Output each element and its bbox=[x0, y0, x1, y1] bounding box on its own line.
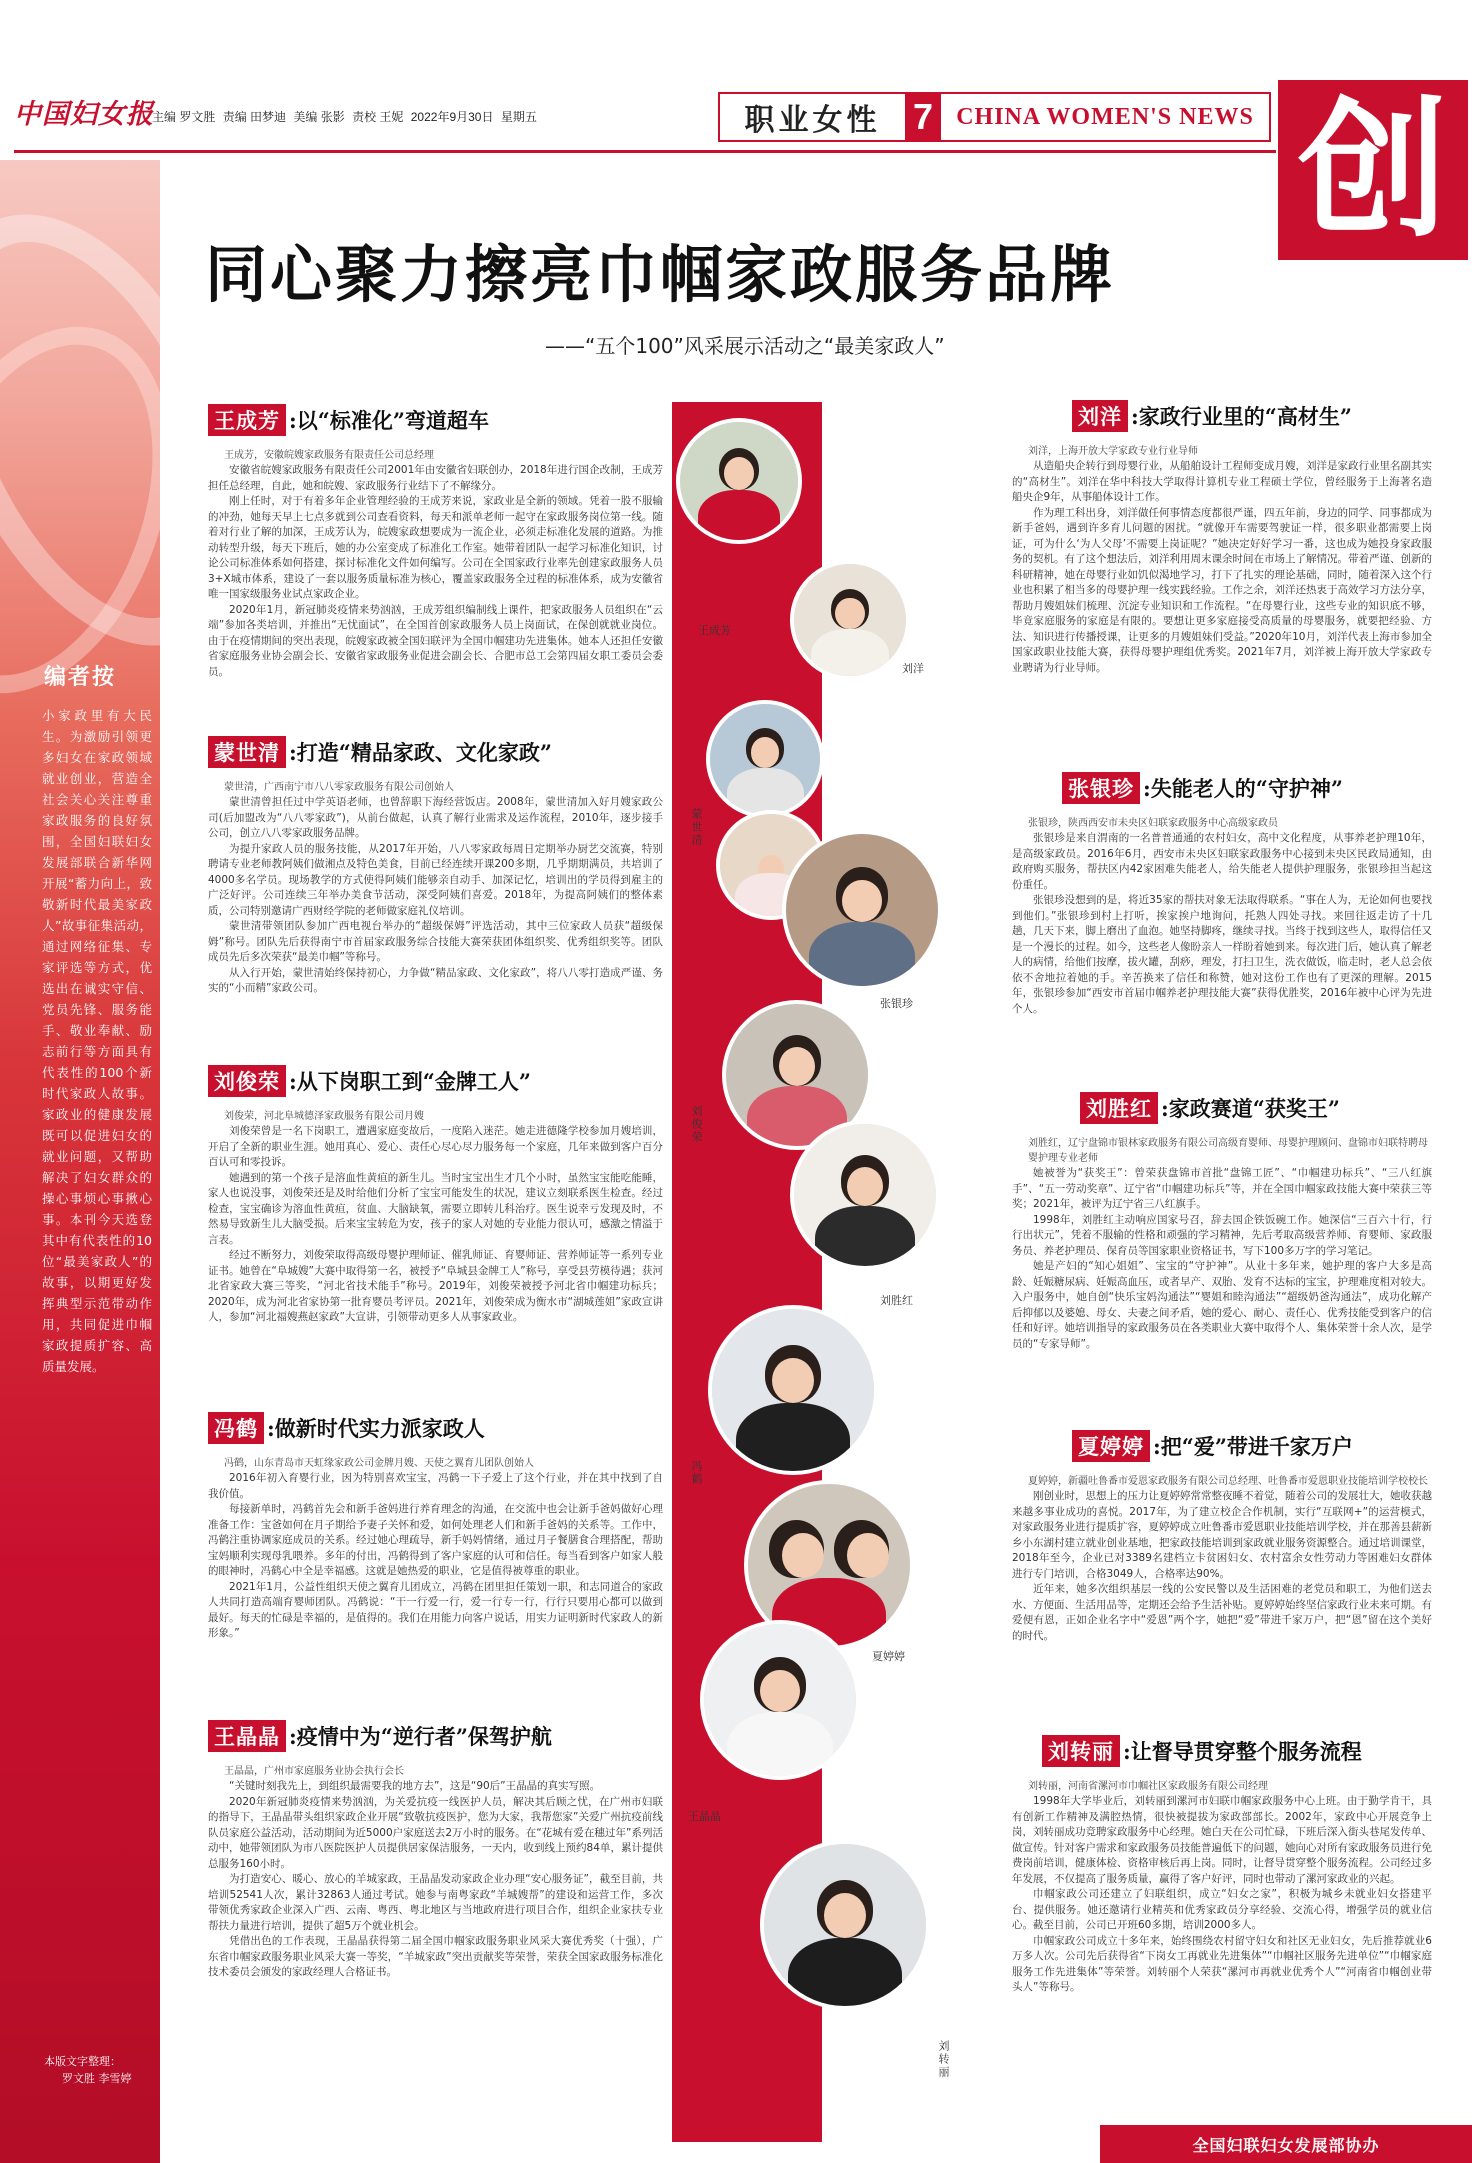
article-body bbox=[208, 1124, 663, 1326]
article-paragraph: 刘俊荣曾是一名下岗职工，遭遇家庭变故后，一度陷入迷茫。她走进德隆学校参加月嫂培训，开启了全新的职业生涯。她用真心、爱心、责任心尽心尽力服务每一个家庭，几年来做到客户百分百认可和零投诉。 bbox=[208, 1125, 663, 1168]
article-headline-text: 家政赛道“获奖王” bbox=[1168, 1096, 1340, 1121]
article-headline-text: 疫情中为“逆行者”保驾护航 bbox=[296, 1724, 552, 1749]
article-headline: 刘俊荣 : 从下岗职工到“金牌工人” bbox=[208, 1065, 663, 1097]
article-headline-text: 做新时代实力派家政人 bbox=[274, 1416, 485, 1441]
staff-editor: 主编 罗文胜 bbox=[152, 110, 216, 124]
article-feng-he bbox=[208, 1412, 663, 1642]
article-headline: 冯鹤 : 做新时代实力派家政人 bbox=[208, 1412, 663, 1444]
article-person-name: 刘俊荣 bbox=[208, 1065, 286, 1097]
staff-responsible-editor: 责编 田梦迪 bbox=[222, 110, 287, 124]
article-person-name: 张银珍 bbox=[1062, 772, 1140, 804]
article-wang-jingjing bbox=[208, 1720, 663, 1981]
photo-caption: 王成芳 bbox=[698, 624, 731, 637]
article-paragraph: 作为理工科出身，刘洋做任何事情态度都很严谨，四五年前，身边的同学、同事都成为新手爸妈，遇到许多育儿问题的困扰。“就像开车需要驾驶证一样，很多职业都需要上岗证，可为什么‘为人父母’不需要上岗证呢？”她决定好好学习一番，这也成为她投身家政服务的契机。有了这个想法后，刘洋利用周末课余时间在市场上了解情况。带着严谨、创新的科研精神，她在母婴行业如饥似渴地学习，打下了扎实的理论基础，同时，随着深入这个行业也积累了相当多的母婴护理一线实践经验。工作之余，刘洋还热衷于高效学习方法分享，帮助月嫂姐妹们梳理、沉淀专业知识和工作流程。“在母婴行业，这些专业的知识底不够，毕竟家庭服务的家庭是有限的。要想让更多家庭接受高质量的母婴服务，就要把经验、方法、知识进行传播授课，让更多的月嫂姐妹们受益。”2020年10月，刘洋代表上海市参加全国家政职业技能大赛，获得母婴护理组优秀奖。2021年7月，刘洋被上海开放大学家政专业聘请为行业导师。 bbox=[1012, 506, 1432, 674]
article-person-name: 冯鹤 bbox=[208, 1412, 264, 1444]
photo-caption: 夏婷婷 bbox=[872, 1650, 905, 1663]
staff-art-editor: 美编 张影 bbox=[293, 110, 345, 124]
article-headline-text: 把“爱”带进千家万户 bbox=[1160, 1434, 1353, 1459]
photo-caption: 王晶晶 bbox=[688, 1810, 721, 1823]
article-paragraph: 从入行开始，蒙世清始终保持初心，力争做“精品家政、文化家政”，将八八零打造成严谨、务实的“小而精”家政公司。 bbox=[208, 966, 663, 994]
photo-caption: 刘胜红 bbox=[880, 1294, 913, 1307]
portrait-photo bbox=[790, 560, 910, 680]
article-paragraph: 为提升家政人员的服务技能，从2017年开始，八八零家政每周日定期举办厨艺交流赛，特别聘请专业老师教阿姨们做湘点及特色美食，目前已经连续开课200多期，几乎期期满员，共培训了4000多名学员。现场教学的方式使得阿姨们能够亲自动手、加深记忆，培训出的学员得到雇主的广泛好评。公司连续三年举办美食节活动，深受阿姨们喜爱。2018年，为提高阿姨们的整体素质，公司特别邀请广西财经学院的老师做家庭礼仪培训。 bbox=[208, 842, 663, 917]
article-byline: 张银珍，陕西西安市未央区妇联家政服务中心高级家政员 bbox=[1028, 818, 1278, 829]
article-paragraph: 她是产妇的“知心姐姐”、宝宝的“守护神”。从业十多年来，她护理的客户大多是高龄、妊娠糖尿病、妊娠高血压，或者早产、双胎、发育不达标的宝宝，护理难度相对较大。入户服务中，她自创“快乐宝妈沟通法”“婴姐和睦沟通法”“超级奶爸沟通法”，成功化解产后抑郁以及婆媳、母女、夫妻之间矛盾，她的爱心、耐心、责任心、优秀技能受到客户的信任和好评。她培训指导的家政服务员在各类职业大赛中取得个人、集体荣誉十余人次，是学员的“专家导师”。 bbox=[1012, 1260, 1432, 1350]
staff-line bbox=[152, 108, 541, 125]
editor-credit bbox=[44, 2053, 154, 2087]
article-body bbox=[1012, 831, 1432, 1017]
article-paragraph: 刚创业时，思想上的压力让夏婷婷常常整夜睡不着觉，随着公司的发展壮大，她收获越来越多事业成功的喜悦。2017年，为了建立校企合作机制，实行“互联网+”的运营模式，对家政服务业进行提质扩容，夏婷婷成立吐鲁番市爱恩职业技能培训学校，并在那善县薪新乡小东湖村建立就业创业基地，把家政技能培训到家政就业服务资源整合。通过培训课堂，2018年至今，企业已对3389名建档立卡贫困妇女、农村富余女性劳动力等困难妇女群体进行专门培训，合格3049人，合格率达90%。 bbox=[1012, 1490, 1432, 1580]
article-headline-text: 家政行业里的“高材生” bbox=[1138, 404, 1352, 429]
article-byline: 蒙世清，广西南宁市八八零家政服务有限公司创始人 bbox=[224, 782, 454, 793]
article-paragraph: 蒙世清曾担任过中学英语老师，也曾辞职下海经营饭店。2008年，蒙世清加入好月嫂家政公司(后加盟改为“八八零家政”)，从前台做起，认真了解行业需求及运作流程，2010年，逐步接手公司，创立八八零家政服务品牌。 bbox=[208, 796, 663, 839]
article-body bbox=[1012, 1794, 1432, 1996]
article-headline: 刘转丽 : 让督导贯穿整个服务流程 bbox=[1042, 1735, 1432, 1767]
article-headline: 刘洋 : 家政行业里的“高材生” bbox=[1072, 400, 1432, 432]
article-paragraph: 巾帼家政公司还建立了妇联组织，成立“妇女之家”，积极为城乡未就业妇女搭建平台、提供服务。她还邀请行业精英和优秀家政员分享经验、交流心得，增强学员的就业信心。截至目前，公司已开班60多期，培训2000多人。 bbox=[1012, 1888, 1432, 1931]
editor-note-banner bbox=[0, 160, 160, 2163]
portrait-photo bbox=[676, 418, 802, 544]
article-paragraph: 张银珍是来自渭南的一名普普通通的农村妇女，高中文化程度，从事养老护理10年，是高级家政员。2016年6月，西安市未央区妇联家政服务中心接到未央区民政局通知，由政府购买服务，帮扶区内42家困难失能老人，给失能老人提供护理服务，张银珍担当起这份重任。 bbox=[1012, 832, 1432, 891]
article-headline-text: 以“标准化”弯道超车 bbox=[296, 408, 489, 433]
staff-proofreader: 责校 王妮 bbox=[352, 110, 404, 124]
article-body bbox=[208, 1471, 663, 1642]
article-liu-junrong bbox=[208, 1065, 663, 1326]
page-title: 同心聚力擦亮巾帼家政服务品牌 bbox=[205, 238, 1116, 311]
article-headline: 王晶晶 : 疫情中为“逆行者”保驾护航 bbox=[208, 1720, 663, 1752]
sponsor-footer: 全国妇联妇女发展部协办 bbox=[1100, 2125, 1472, 2163]
article-headline: 蒙世清 : 打造“精品家政、文化家政” bbox=[208, 736, 663, 768]
issue-weekday: 星期五 bbox=[500, 110, 537, 124]
page-number: 7 bbox=[905, 92, 941, 142]
article-body bbox=[1012, 1166, 1432, 1352]
article-body bbox=[1012, 459, 1432, 676]
article-byline: 冯鹤，山东青岛市天虹缘家政公司金牌月嫂、天使之翼育儿团队创始人 bbox=[224, 1458, 534, 1469]
editor-note-title: 编者按 bbox=[43, 664, 116, 690]
portrait-photo bbox=[760, 1840, 930, 2010]
article-byline: 王成芳，安徽皖嫂家政服务有限责任公司总经理 bbox=[224, 450, 434, 461]
scene-photo bbox=[782, 830, 942, 990]
section-name: 职业女性 bbox=[718, 92, 905, 142]
article-byline: 夏婷婷，新疆吐鲁番市爱恩家政服务有限公司总经理、吐鲁番市爱恩职业技能培训学校校长 bbox=[1028, 1476, 1428, 1487]
article-paragraph: 从造船央企转行到母婴行业，从船舶设计工程师变成月嫂，刘洋是家政行业里名副其实的“高材生”。刘洋在华中科技大学取得计算机专业工程硕士学位，曾经服务于上海著名造船央企9年，从事船体设计工作。 bbox=[1012, 460, 1432, 503]
article-body bbox=[208, 463, 663, 680]
article-paragraph: 1998年，刘胜红主动响应国家号召，辞去国企铁饭碗工作。她深信“三百六十行，行行出状元”，凭着不服输的性格和顽强的学习精神，先后考取高级营养师、育婴师、家政服务员、养老护理员、保育员等国家职业资格证书，写下100多万字的学习笔记。 bbox=[1012, 1213, 1432, 1257]
article-person-name: 王晶晶 bbox=[208, 1720, 286, 1752]
article-headline: 张银珍 : 失能老人的“守护神” bbox=[1062, 772, 1432, 804]
editor-credit-label: 本版文字整理： bbox=[44, 2055, 121, 2068]
article-paragraph: 凭借出色的工作表现，王晶晶获得第二届全国巾帼家政服务职业风采大赛优秀奖（十强），广东省巾帼家政服务职业风采大赛一等奖，“羊城家政”突出贡献奖等荣誉，荣获全国家政服务标准化技术委员会颁发的家政经理人合格证书。 bbox=[208, 1935, 663, 1978]
article-person-name: 王成芳 bbox=[208, 404, 286, 436]
article-headline-text: 从下岗职工到“金牌工人” bbox=[296, 1069, 531, 1094]
article-person-name: 刘胜红 bbox=[1080, 1092, 1158, 1124]
header-rule bbox=[14, 150, 1276, 153]
article-paragraph: 经过不断努力，刘俊荣取得高级母婴护理师证、催乳师证、育婴师证、营养师证等一系列专业证书。她曾在“阜城嫂”大赛中取得第一名，被授予“阜城县金牌工人”称号，享受县劳模待遇；获河北省家政大赛三等奖，“河北省技术能手”称号。2019年，刘俊荣被授予河北省巾帼建功标兵；2020年，成为河北省家协第一批育婴员考评员。2021年，刘俊荣成为衡水市“湖城莲姐”家政宣讲人，参加“河北福嫂燕赵家政”大宣讲，引领带动更多人从事家政业。 bbox=[208, 1249, 663, 1323]
article-body bbox=[1012, 1489, 1432, 1644]
page-subtitle: ——“五个100”风采展示活动之“最美家政人” bbox=[545, 334, 945, 358]
article-wang-chengfang bbox=[208, 404, 663, 680]
article-paragraph: 2020年1月，新冠肺炎疫情来势汹汹，王成芳组织编制线上课件，把家政服务人员组织在“云端”参加各类培训，并推出“无忧面试”，在全国首创家政服务人员上岗面试，在保创就就业岗位。由于在疫情期间的突出表现，皖嫂家政被全国妇联评为全国巾帼建功先进集体。她本人还担任安徽省家庭服务业协会副会长、安徽省家政服务业促进会副会长、合肥市总工会第四届女职工委员会委员。 bbox=[208, 603, 663, 678]
photo-caption: 刘俊荣 bbox=[690, 1105, 703, 1144]
article-headline: 王成芳 : 以“标准化”弯道超车 bbox=[208, 404, 663, 436]
article-liu-yang bbox=[1012, 400, 1432, 676]
paper-name-en: CHINA WOMEN'S NEWS bbox=[941, 92, 1271, 142]
article-paragraph: 2020年新冠肺炎疫情来势汹汹，为关爱抗疫一线医护人员，解决其后顾之忧，在广州市妇联的指导下，王晶晶带头组织家政企业开展“致敬抗疫医护，您为大家，我帮您家”关爱广州抗疫前线队员家庭公益活动，活动期间为近5000户家庭送去2万小时的服务。在“花城有爱在穗过年”系列活动中，她带领团队为市八医院医护人员提供居家保洁服务，一天内，收到线上预约84单，累计提供总服务160小时。 bbox=[208, 1795, 663, 1870]
article-paragraph: 巾帼家政公司成立十多年来，始终围绕农村留守妇女和社区无业妇女，先后推荐就业6万多人次。公司先后获得省“下岗女工再就业先进集体”“巾帼社区服务先进单位”“巾帼家庭服务工作先进集体”等荣誉。刘转丽个人荣获“漯河市再就业优秀个人”“河南省巾帼创业带头人”等称号。 bbox=[1012, 1934, 1432, 1993]
article-paragraph: 每接新单时，冯鹤首先会和新手爸妈进行养育理念的沟通，在交流中也会让新手爸妈做好心理准备工作：宝爸如何在月子期给予妻子关怀和爱，如何处理老人们和新手爸妈的关系等。工作中，冯鹤注重协调家庭成员的关系。经过她心理疏导，新手妈妈情绪，通过月子餐膳食合理搭配，帮助宝妈顺利实现母乳喂养。多年的付出，冯鹤得到了客户家庭的认可和信任。每当看到客户如家人般的眼神时，冯鹤心中全是幸福感。这就是她热爱的职业，它是值得被尊重的职业。 bbox=[208, 1503, 663, 1577]
issue-date: 2022年9月30日 bbox=[410, 110, 494, 124]
article-headline-text: 失能老人的“守护神” bbox=[1150, 776, 1343, 801]
article-byline: 刘转丽，河南省漯河市巾帼社区家政服务有限公司经理 bbox=[1028, 1781, 1268, 1792]
article-zhang-yinzhen bbox=[1012, 772, 1432, 1017]
article-person-name: 夏婷婷 bbox=[1072, 1430, 1150, 1462]
editor-note-text: 小家政里有大民生。为激励引领更多妇女在家政领域就业创业，营造全社会关心关注尊重家政服务的良好氛围，全国妇联妇女发展部联合新华网开展“蓄力向上，致敬新时代最美家政人”故事征集活动，通过网络征集、专家评选等方式，优选出在诚实守信、党员先锋、服务能手、敬业奉献、励志前行等方面具有代表性的100个新时代家政人故事。家政业的健康发展既可以促进妇女的就业问题，又帮助解决了妇女群众的操心事烦心事揪心事。本刊今天选登其中有代表性的10位“最美家政人”的故事，以期更好发挥典型示范带动作用，共同促进巾帼家政提质扩容、高质量发展。 bbox=[42, 708, 152, 1374]
article-byline: 刘洋，上海开放大学家政专业行业导师 bbox=[1028, 446, 1198, 457]
article-body bbox=[208, 1779, 663, 1981]
article-byline: 刘胜红，辽宁盘锦市银林家政服务有限公司高级育婴师、母婴护理顾问、盘锦市妇联特聘母婴护理专业老师 bbox=[1028, 1138, 1428, 1164]
article-paragraph: 蒙世清带领团队参加广西电视台举办的“超级保姆”评选活动，其中三位家政人员获“超级保姆”称号。团队先后获得南宁市首届家政服务综合技能大赛荣获团体组织奖、优秀组织奖等。团队成员先后多次荣获“最美巾帼”等称号。 bbox=[208, 920, 663, 963]
article-person-name: 刘洋 bbox=[1072, 400, 1128, 432]
article-person-name: 刘转丽 bbox=[1042, 1735, 1120, 1767]
article-paragraph: 她遇到的第一个孩子是溶血性黄疸的新生儿。当时宝宝出生才几个小时，虽然宝宝能吃能睡，家人也说没事，刘俊荣还是及时给他们分析了宝宝可能发生的状况，建议立刻联系医生检查。经过检查，宝宝确诊为溶血性黄疸，贫血、大脑缺氧，需要立即转儿科治疗。医生说幸亏发现及时，不然易导致新生儿大脑受损。后来宝宝转危为安，孩子的家人对她的专业能力很认可，感激之情溢于言表。 bbox=[208, 1171, 663, 1246]
article-paragraph: 近年来，她多次组织基层一线的公安民警以及生活困难的老党员和职工，为他们送去水、方便面、生活用品等，定期还会给予生活补贴。夏婷婷始终坚信家政行业未来可期。有爱便有恩，正如企业名字中“爱恩”两个字，她把“爱”带进千家万户，把“恩”留在这个美好的时代。 bbox=[1012, 1583, 1432, 1642]
article-paragraph: 她被誉为“获奖王”：曾荣获盘锦市首批“盘锦工匠”、“巾帼建功标兵”、“三八红旗手”、“五一劳动奖章”、辽宁省“巾帼建功标兵”等，并在全国巾帼家政技能大赛中荣获三等奖；2021年，被评为辽宁省三八红旗手。 bbox=[1012, 1167, 1432, 1210]
article-meng-shiqing bbox=[208, 736, 663, 997]
portrait-photo bbox=[700, 1620, 860, 1780]
article-paragraph: 1998年大学毕业后，刘转丽到漯河市妇联巾帼家政服务中心上班。由于勤学肯干，具有创新工作精神及满腔热情，很快被提拔为家政部部长。2002年，家政中心开展竞争上岗，刘转丽成功竞聘家政服务中心经理。她白天在公司忙碌，下班后深入街头巷尾发传单、做宣传。针对客户需求和家政服务员技能普遍低下的问题，她向心对所有家政服务员进行免费岗前培训，健康体检、资格审核后再上岗。同时，让督导贯穿整个服务流程。公司经过多年发展，不仅提高了服务质量，赢得了客户好评，同时也带动了漯河家政业的兴起。 bbox=[1012, 1795, 1432, 1885]
article-byline: 刘俊荣，河北阜城德泽家政服务有限公司月嫂 bbox=[224, 1111, 424, 1122]
article-paragraph: “关键时刻我先上，到组织最需要我的地方去”，这是“90后”王晶晶的真实写照。 bbox=[229, 1780, 601, 1792]
article-byline: 王晶晶，广州市家庭服务业协会执行会长 bbox=[224, 1766, 404, 1777]
article-person-name: 蒙世清 bbox=[208, 736, 286, 768]
article-paragraph: 2016年初入育婴行业，因为特别喜欢宝宝，冯鹤一下子爱上了这个行业，并在其中找到了自我价值。 bbox=[208, 1472, 663, 1500]
article-headline-text: 打造“精品家政、文化家政” bbox=[296, 740, 552, 765]
article-paragraph: 为打造安心、暖心、放心的羊城家政，王晶晶发动家政企业办理“安心服务证”，截至目前，共培训52541人次，累计32863人通过考试。她参与南粤家政“羊城嫂帮”的建设和运营工作，多次带领优秀家政企业深入广西、云南、粤西、粤北地区与当地政府进行项目合作，组织企业家扶专业帮扶力量进行培训，提供了超5万个就业机会。 bbox=[208, 1873, 663, 1932]
article-xia-tingting bbox=[1012, 1430, 1432, 1644]
photo-caption: 张银珍 bbox=[880, 997, 913, 1010]
portrait-photo bbox=[708, 1305, 878, 1475]
article-headline: 刘胜红 : 家政赛道“获奖王” bbox=[1080, 1092, 1432, 1124]
article-headline: 夏婷婷 : 把“爱”带进千家万户 bbox=[1072, 1430, 1432, 1462]
article-headline-text: 让督导贯穿整个服务流程 bbox=[1130, 1739, 1362, 1764]
article-paragraph: 张银珍没想到的是，将近35家的帮扶对象无法取得联系。“事在人为，无论如何也要找到他们。”张银珍到村上打听，挨家挨户地询问，托熟人四处寻找。来回往返走访了十几趟，几天下来，脚上磨出了血泡。她坚持脚疼，继续寻找。当终于找到这些人，取得信任又是一个漫长的过程。如今，这些老人像盼亲人一样盼着她到来。每次进门后，她认真了解老人的病情，给他们按摩，拔火罐，刮痧，理发，打扫卫生，洗衣做饭，临走时，老人总会依依不舍地拉着她的手。辛苦换来了信任和称赞，她对这份工作也有了更深的理解。2015年，张银珍参加“西安市首届巾帼养老护理技能大赛”获得优胜奖，2016年被中心评为先进个人。 bbox=[1012, 894, 1432, 1015]
portrait-photo bbox=[706, 700, 824, 818]
article-paragraph: 安徽省皖嫂家政服务有限责任公司2001年由安徽省妇联创办，2018年进行国企改制，王成芳担任总经理，自此，她和皖嫂、家政服务行业结下了不解缘分。 bbox=[208, 464, 663, 492]
article-liu-shenghong bbox=[1012, 1092, 1432, 1352]
article-body bbox=[208, 795, 663, 997]
article-paragraph: 刚上任时，对于有着多年企业管理经验的王成芳来说，家政业是全新的领域。凭着一股不服输的冲劲，她每天早上七点多就到公司查看资料，每天和派单老师一起守在家政服务岗位第一线。随着对行业了解的加深，王成芳认为，皖嫂家政想要成为一流企业，必须走标准化发展的道路。为推动转型升级，每天下班后，她的办公室变成了标准化工作室。她带着团队一起学习标准化知识，讨论公司标准体系如何搭建，探讨标准化文件如何编写。公司在全国家政行业率先创建家政服务人员3+X城市体系，建设了一套以服务质量标准为核心，覆盖家政服务全过程的标准体系，成为安徽省唯一国家级服务业试点家政企业。 bbox=[208, 495, 663, 600]
photo-caption: 蒙世清 bbox=[690, 808, 703, 847]
editor-credit-names: 罗文胜 李雪婷 bbox=[62, 2072, 132, 2085]
portrait-photo bbox=[790, 1120, 940, 1270]
article-liu-zhuanli bbox=[1012, 1735, 1432, 1996]
photo-caption: 刘洋 bbox=[902, 662, 924, 675]
photo-caption: 刘转丽 bbox=[937, 2040, 950, 2079]
photo-caption: 冯鹤 bbox=[690, 1460, 703, 1486]
article-paragraph: 2021年1月，公益性组织天使之翼育儿团成立，冯鹤在团里担任策划一职，和志同道合的家政人共同打造高端育婴师团队。冯鹤说：“干一行爱一行，爱一行专一行，行行只要用心都可以做到最好。每天的忙碌是幸福的，是值得的。我们在用能力向客户说话，用实力证明新时代家政人的新形象。” bbox=[208, 1580, 663, 1639]
masthead-logo: 中国妇女报 bbox=[14, 99, 154, 130]
page-header bbox=[0, 0, 1472, 160]
section-mark: 创 bbox=[1278, 80, 1468, 260]
